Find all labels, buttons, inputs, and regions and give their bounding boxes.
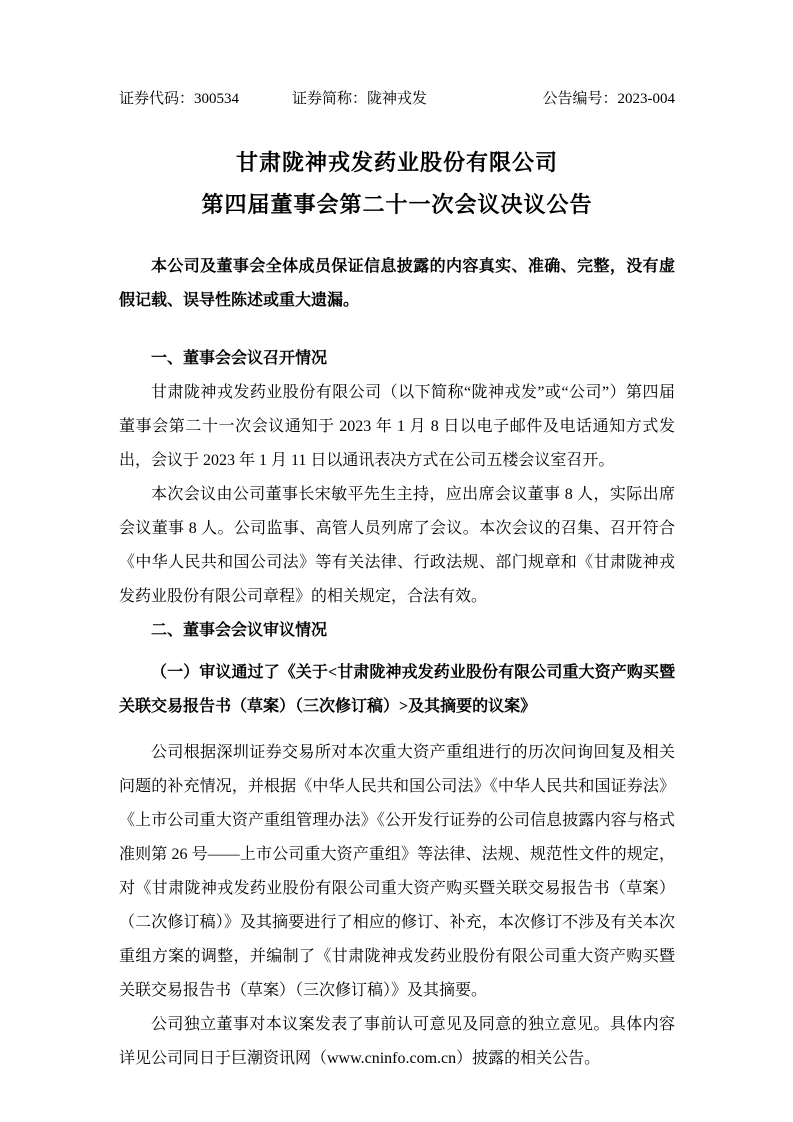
section1-paragraph-meeting-notice: 甘肃陇神戎发药业股份有限公司（以下简称“陇神戎发”或“公司”）第四届董事会第二十一次会议通知于 2023 年 1 月 8 日以电子邮件及电话通知方式发出，会议于 2023 年 1 月 11 日以通讯表决方式在公司五楼会议室召开。 — [119, 384, 675, 469]
stock-name: 证券简称：陇神戎发 — [292, 91, 428, 107]
section1-heading: 一、董事会会议召开情况 — [151, 350, 328, 367]
stock-code: 证券代码：300534 — [119, 91, 240, 107]
announcement-title: 第四届董事会第二十一次会议决议公告 — [201, 192, 593, 217]
section2-item1-heading: （一）审议通过了《关于<甘肃陇神戎发药业股份有限公司重大资产购买暨关联交易报告书（草案）（三次修订稿）>及其摘要的议案》 — [119, 664, 675, 715]
document-header — [119, 88, 675, 110]
section2-item1-paragraph-revision: 公司根据深圳证券交易所对本次重大资产重组进行的历次问询回复及相关问题的补充情况，并根据《中华人民共和国公司法》《中华人民共和国证券法》《上市公司重大资产重组管理办法》《公开发行证券的公司信息披露内容与格式准则第 26 号——上市公司重大资产重组》等法律、法规、规范性文件的规定，对《甘肃陇神戎发药业股份有限公司重大资产购买暨关联交易报告书（草案）（二次修订稿）》及其摘要进行了相应的修订、补充，本次修订不涉及有关本次重组方案的调整，并编制了《甘肃陇神戎发药业股份有限公司重大资产购买暨关联交易报告书（草案）（三次修订稿）》及其摘要。 — [119, 744, 675, 999]
truthfulness-statement: 本公司及董事会全体成员保证信息披露的内容真实、准确、完整，没有虚假记载、误导性陈述或重大遗漏。 — [119, 258, 675, 309]
section2-item1-paragraph-independent-directors: 公司独立董事对本议案发表了事前认可意见及同意的独立意见。具体内容详见公司同日于巨潮资讯网（www.cninfo.com.cn）披露的相关公告。 — [119, 1016, 675, 1067]
document-title — [119, 142, 675, 226]
section2-heading: 二、董事会会议审议情况 — [151, 622, 328, 639]
announcement-number: 公告编号：2023-004 — [542, 91, 675, 107]
section1-paragraph-attendance: 本次会议由公司董事长宋敏平先生主持，应出席会议董事 8 人，实际出席会议董事 8 人。公司监事、高管人员列席了会议。本次会议的召集、召开符合《中华人民共和国公司法》等有关法律、行政法规、部门规章和《甘肃陇神戎发药业股份有限公司章程》的相关规定，合法有效。 — [119, 486, 675, 605]
company-name-title: 甘肃陇神戎发药业股份有限公司 — [235, 150, 558, 175]
